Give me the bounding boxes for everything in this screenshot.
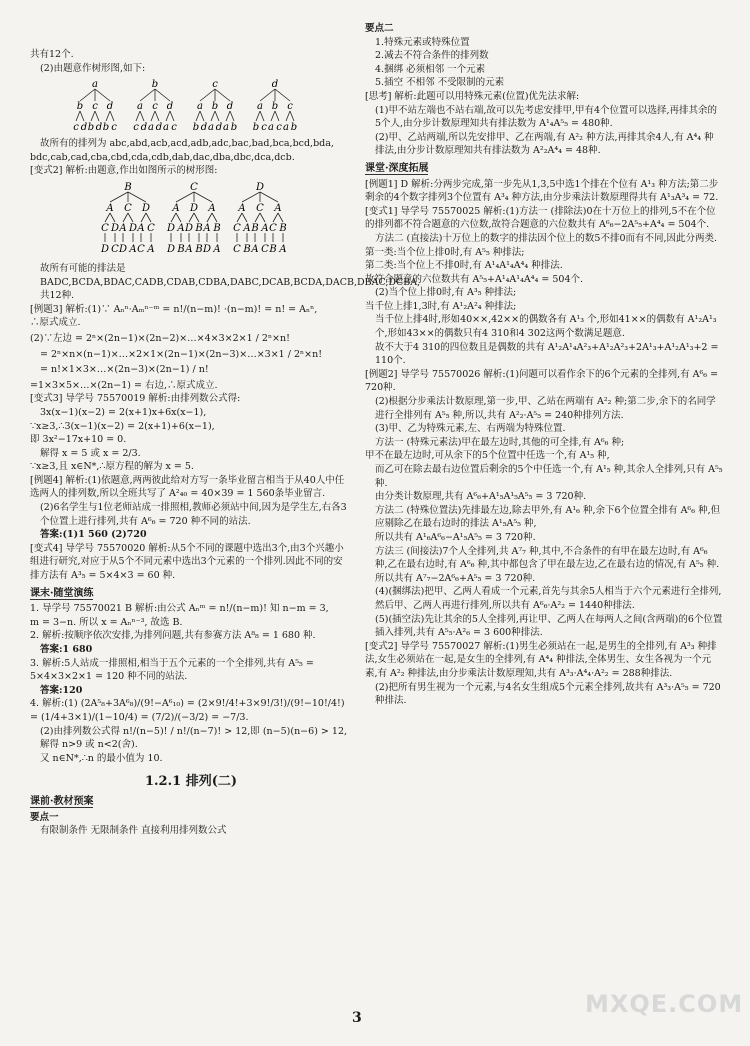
text-line: 3x(x−1)(x−2) = 2(x+1)x+6x(x−1),: [40, 406, 207, 418]
tree-node: a: [197, 101, 203, 113]
tree-edge: [91, 111, 95, 121]
tree-node: c: [276, 122, 282, 134]
right-column: [365, 22, 723, 708]
tree-node: A: [147, 243, 155, 255]
tree-node: a: [257, 101, 263, 113]
tree-node: B: [177, 243, 185, 255]
text-line: 即 3x²−17x+10 = 0.: [30, 434, 127, 446]
text-line: 故所有的排列为 abc,abd,acb,acd,adb,adc,bac,bad,bca,bcd,bda,: [40, 138, 334, 150]
tree-node: D: [166, 222, 176, 234]
tree-edge: [278, 213, 283, 222]
tree-node: b: [271, 101, 279, 113]
tree-node: A: [261, 222, 269, 234]
tree-edge: [136, 111, 140, 121]
tree-node: a: [223, 122, 229, 134]
answer: 答案:(1)1 560 (2)720: [40, 529, 147, 541]
tree-edge: [76, 111, 80, 121]
tree-edge: [95, 89, 110, 101]
tree-node: A: [185, 243, 193, 255]
watermark: MXQE.COM: [585, 990, 744, 1018]
text-line: [变式2] 导学号 75570027 解析:(1)男生必须站在一起,是男生的全排列,有 A³₃ 种排法,女生必须站在一起,是女生的全排列,有 A⁴₄ 种排法,全体男生、女生各视为一个元素,有 A²₂ 种排法,由分步乘法计数原理知,共有 A³₃·A⁴₄·A²₂ = 288种排法.: [365, 640, 717, 679]
tree-node: d: [140, 122, 148, 134]
tree-diagram-1: [30, 77, 352, 135]
tree-node: b: [252, 122, 260, 134]
text-line: 1.特殊元素或特殊位置: [375, 36, 470, 48]
tree-edge: [275, 111, 279, 121]
tree-edge: [166, 111, 170, 121]
tree-edge: [200, 111, 204, 121]
tree-node: C: [137, 243, 145, 255]
text-line: (2)由排列数公式得 n!/(n−5)! / n!/(n−7)! > 12,即 (n−5)(n−6) > 12,: [40, 725, 348, 737]
tree-edge: [151, 111, 155, 121]
tree-node: A: [213, 243, 221, 255]
tree-node: A: [177, 222, 185, 234]
tree-edge: [194, 192, 212, 202]
tree-node: A: [243, 222, 251, 234]
tree-node: B: [213, 222, 221, 234]
equation: (2)∵左边 = 2ⁿ×(2n−1)×(2n−2)×…×4×3×2×1 / 2ⁿ×n!: [30, 332, 290, 344]
tree-edge: [176, 213, 181, 222]
tree-edge: [155, 111, 159, 121]
text-line: 方法二 (直接法)十万位上的数字的排法因个位上的数5不排0而有不同,因此分两类.: [375, 232, 718, 244]
tree-edge: [194, 213, 199, 222]
page-number: 3: [352, 1010, 362, 1026]
tree-diagram-2: [30, 180, 352, 260]
text-line: 甲不在最左边时,可从余下的5个位置中任选一个,有 A¹₅ 种,: [365, 450, 610, 462]
tree-node: A: [137, 222, 145, 234]
text-line: 第二类:当个位上不排0时,有 A¹₄A¹₄A⁴₄ 种排法.: [365, 260, 563, 272]
tree-node: b: [290, 122, 298, 134]
tree-edge: [146, 213, 151, 222]
tree-edge: [170, 111, 174, 121]
text-line: 解得 n>9 或 n<2(舍).: [40, 739, 138, 751]
text-line: (1)甲不站左端也不站右端,故可以先考虑安排甲,甲有4个位置可以选择,再排其余的5个人,由分步计数原理知共有排法数为 A¹₄A⁵₅ = 480种.: [375, 104, 718, 130]
tree-edge: [80, 111, 84, 121]
text-line: (3)甲、乙为特殊元素,左、右两端为特殊位置.: [375, 423, 566, 435]
tree-edge: [141, 213, 146, 222]
tree-edge: [189, 213, 194, 222]
text-line: (5)(插空法)先让其余的5人全排列,再让甲、乙两人在每两人之间(含两端)的6个位置插入排列,共有 A⁵₅·A²₆ = 3 600种排法.: [375, 613, 723, 639]
tree-edge: [230, 111, 234, 121]
tree-node: a: [163, 122, 169, 134]
tree-node: C: [233, 222, 241, 234]
tree-edge: [237, 213, 242, 222]
text-line: (2)甲、乙站两端,所以先安排甲、乙在两端,有 A²₂ 种方法,再排其余4人,有 A⁴₄ 种排法,由分步计数原理知共有排法数为 A²₂A⁴₄ = 48种.: [375, 131, 714, 157]
tree-node: b: [87, 122, 95, 134]
tree-edge: [286, 111, 290, 121]
text-line: m = 3−n. 所以 x = Aₙⁿ⁻³, 故选 B.: [30, 616, 183, 628]
tree-edge: [275, 89, 290, 101]
tree-edge: [95, 111, 99, 121]
tree-node: D: [110, 222, 120, 234]
text-line: 方法一 (特殊元素法)甲在最左边时,其他的可全排,有 A⁶₆ 种;: [375, 436, 625, 448]
tree-edge: [207, 213, 212, 222]
tree-edge: [105, 213, 110, 222]
tree-edge: [140, 111, 144, 121]
tree-node: B: [279, 222, 287, 234]
tree-node: C: [256, 202, 264, 214]
tree-edge: [212, 213, 217, 222]
tree-node: a: [137, 101, 143, 113]
text-line: 故符合题意的六位数共有 A⁵₅+A¹₄A¹₄A⁴₄ = 504个.: [365, 273, 584, 285]
tree-node: a: [92, 79, 98, 91]
tree-node: D: [189, 202, 199, 214]
text-line: 共有12个.: [30, 49, 74, 60]
tree-edge: [215, 89, 230, 101]
tree-node: d: [106, 101, 114, 113]
lesson-title: 1.2.1 排列(二): [144, 774, 238, 790]
tree-node: D: [202, 243, 212, 255]
tree-edge: [260, 213, 265, 222]
tree-edge: [106, 111, 110, 121]
tree-edge: [271, 111, 275, 121]
key-point-heading: 要点一: [30, 811, 59, 823]
answer: 答案:1 680: [40, 644, 93, 655]
tree-node: C: [124, 202, 132, 214]
text-line: [变式4] 导学号 75570020 解析:从5个不同的课题中选出3个,由3个兴趣小组进行研究,对应于从5个不同元素中选出3个元素的一个排列.因此不同的安排方法有 A³₅ = 5×4×3 = 60 种.: [30, 542, 344, 582]
tree-edge: [110, 111, 114, 121]
tree-edge: [176, 192, 194, 202]
tree-node: c: [212, 79, 218, 91]
tree-node: a: [148, 122, 154, 134]
text-line: [变式1] 导学号 75570025 解析:(1)方法一 (排除法)0在十万位上的排列,5不在个位的排列都不符合题意的六位数,故符合题意的六位数共有 A⁶₆−2A⁵₅+A⁴₄ = 504个.: [365, 205, 716, 231]
tree-edge: [110, 192, 128, 202]
tree-node: d: [155, 122, 163, 134]
tree-node: A: [129, 243, 137, 255]
tree-edge: [273, 213, 278, 222]
tree-edge: [123, 213, 128, 222]
text-line: [例题1] D 解析:分两步完成,第一步先从1,3,5中选1个排在个位有 A¹₃ 种方法;第二步剩余的4个数字排列3个位置有 A³₄ 种方法,由分步乘法计数原理得共有 A¹₃A³₄ = 72.: [365, 178, 719, 204]
tree-node: D: [118, 243, 128, 255]
tree-node: d: [200, 122, 208, 134]
tree-node: c: [73, 122, 79, 134]
tree-node: d: [271, 79, 279, 91]
tree-edge: [211, 111, 215, 121]
tree-node: A: [238, 202, 246, 214]
text-line: 所以共有 A⁷₇−2A⁶₆+A⁵₅ = 3 720种.: [375, 572, 536, 584]
tree-node: D: [166, 243, 176, 255]
tree-edge: [196, 111, 200, 121]
tree-edge: [290, 111, 294, 121]
tree-edge: [171, 213, 176, 222]
tree-node: D: [184, 222, 194, 234]
tree-node: A: [106, 202, 114, 214]
text-line: (2)根据分步乘法计数原理,第一步,甲、乙站在两端有 A²₂ 种;第二步,余下的名同学进行全排列有 A⁵₅ 种,所以,共有 A²₂·A⁵₅ = 240种排列方法.: [375, 396, 716, 421]
tree-node: a: [208, 122, 214, 134]
tree-node: b: [211, 101, 219, 113]
tree-edge: [155, 89, 170, 101]
tree-node: b: [151, 79, 159, 91]
text-line: 4.捆绑 必须相邻 一个元素: [375, 63, 486, 75]
text-line: [变式2] 解析:由题意,作出如图所示的树形图:: [30, 165, 218, 177]
tree-node: c: [261, 122, 267, 134]
text-line: 4. 解析:(1) (2A⁵₈+3A⁶₈)/(9!−A⁶₁₀) = (2×9!/4!+3×9!/3!)/(9!−10!/4!) = (1/4+3×1)/(1−10/4) = (7/2)/(−3/2) = −7/3.: [30, 698, 345, 723]
tree-node: D: [100, 243, 110, 255]
tree-edge: [260, 111, 264, 121]
tree-node: A: [172, 202, 180, 214]
tree-node: A: [119, 222, 127, 234]
key-point-heading: 要点二: [365, 23, 394, 34]
tree-node: d: [215, 122, 223, 134]
text-line: 解得 x = 5 或 x = 2/3.: [40, 447, 141, 459]
text-line: [思考] 解析:此题可以用特殊元素(位置)优先法求解:: [365, 90, 580, 102]
tree-node: B: [195, 222, 203, 234]
tree-node: B: [251, 222, 259, 234]
tree-node: d: [95, 122, 103, 134]
tree-node: c: [152, 101, 158, 113]
tree-node: c: [92, 101, 98, 113]
tree-node: b: [192, 122, 200, 134]
text-line: 2.减去不符合条件的排列数: [375, 50, 489, 62]
text-line: [例题2] 导学号 75570026 解析:(1)问题可以看作余下的6个元素的全排列,有 A⁶₆ = 720种.: [365, 368, 719, 394]
text-line: 方法二 (特殊位置法)先排最左边,除去甲外,有 A¹₆ 种,余下6个位置全排有 A⁶₆ 种,但应剔除乙在最右边时的排法 A¹₅A⁵₅ 种,: [375, 504, 721, 530]
text-line: bdc,cab,cad,cba,cbd,cda,cdb,dab,dac,dba,dbc,dca,dcb.: [30, 151, 295, 163]
tree-node: C: [190, 181, 198, 193]
text-line: (2)由题意作树形图,如下:: [40, 62, 146, 74]
tree-node: D: [255, 181, 265, 193]
tree-node: C: [147, 222, 155, 234]
tree-node: d: [80, 122, 88, 134]
text-line: (2)当个位上排0时,有 A³₅ 种排法;: [375, 287, 517, 299]
tree-node: B: [195, 243, 203, 255]
tree-node: A: [251, 243, 259, 255]
text-line: ∵x≥3,∴3(x−1)(x−2) = 2(x+1)+6(x−1),: [30, 420, 215, 432]
text-line: 方法三 (间接法)7个人全排列,共 A⁷₇ 种,其中,不合条件的有甲在最左边时,有 A⁶₆ 种,乙在最右边时,有 A⁶₆ 种,其中都包含了甲在最左边,乙在最右边的情况,有 A⁵₅ 种.: [375, 545, 720, 571]
text-line: 3. 解析:5人站成一排照相,相当于五个元素的一个全排列,共有 A⁵₅ = 5×4×3×2×1 = 120 种不同的站法.: [30, 657, 314, 683]
text-line: 2. 解析:按顺序依次安排,为排列问题,共有参赛方法 A⁸₈ = 1 680 种.: [30, 630, 316, 642]
tree-node: c: [287, 101, 293, 113]
equation: = 2ⁿ×n×(n−1)×…×2×1×(2n−1)×(2n−3)×…×3×1 / 2ⁿ×n!: [40, 348, 323, 360]
text-line: 故所有可能的排法是 BADC,BCDA,BDAC,CADB,CDAB,CDBA,DABC,DCAB,BCDA,DACB,DBAC,DCBA,共12种.: [40, 262, 421, 302]
tree-node: d: [226, 101, 234, 113]
tree-edge: [80, 89, 95, 101]
tree-edge: [260, 89, 275, 101]
tree-node: C: [233, 243, 241, 255]
tree-edge: [128, 213, 133, 222]
tree-node: C: [111, 243, 119, 255]
tree-node: a: [283, 122, 289, 134]
tree-edge: [200, 89, 215, 101]
text-line: 又 n∈N*,∴n 的最小值为 10.: [40, 752, 163, 764]
section-heading: 课堂·深度拓展: [365, 162, 429, 174]
tree-node: D: [141, 202, 151, 214]
tree-edge: [215, 111, 219, 121]
text-line: (2)把所有男生视为一个元素,与4名女生组成5个元素全排列,故共有 A³₃·A⁵₅ = 720种排法.: [375, 681, 721, 707]
text-line: 第一类:当个位上排0时,有 A⁵₅ 种排法;: [365, 246, 525, 258]
text-line: 当千位上排4时,形如40××,42××的偶数各有 A¹₃ 个,形如41××的偶数有 A¹₂A¹₃ 个,形如43××的偶数只有4 310和4 302这两个数满足题意.: [375, 314, 717, 340]
text-line: 有限制条件 无限制条件 直接利用排列数公式: [40, 825, 227, 837]
tree-node: B: [269, 243, 277, 255]
tree-node: C: [269, 222, 277, 234]
tree-edge: [242, 192, 260, 202]
text-line: 故不大于4 310的四位数且是偶数的共有 A¹₂A¹₄A²₃+A¹₂A²₃+2A¹₃+A¹₂A¹₃+2 = 110个.: [375, 341, 719, 367]
tree-node: b: [76, 101, 84, 113]
section-heading: 课前·教材预案: [30, 795, 94, 807]
tree-node: A: [274, 202, 282, 214]
text-line: (2)6名学生与1位老师站成一排照相,教师必须站中间,因为是学生左,右各3个位置上进行排列,共有 A⁶₆ = 720 种不同的站法.: [40, 502, 347, 527]
tree-node: B: [124, 181, 132, 193]
text-line: [例题3] 解析:(1)∵ Aₙⁿ·Aₘⁿ⁻ᵐ = n!/(n−m)! ·(n−m)! = n! = Aₙⁿ,: [30, 303, 318, 315]
text-line: 1. 导学号 75570021 B 解析:由公式 Aₙᵐ = n!/(n−m)! 知 n−m = 3,: [30, 603, 329, 615]
tree-edge: [140, 89, 155, 101]
tree-node: c: [133, 122, 139, 134]
tree-node: A: [203, 222, 211, 234]
text-line: 而乙可在除去最右边位置后剩余的5个中任选一个,有 A¹₅ 种,其余人全排列,只有 A⁵₅ 种.: [375, 464, 723, 489]
tree-node: A: [279, 243, 287, 255]
text-line: 当千位上排1,3时,有 A¹₂A²₄ 种排法;: [365, 300, 517, 312]
tree-edge: [110, 213, 115, 222]
text-line: [变式3] 导学号 75570019 解析:由排列数公式得:: [30, 393, 241, 405]
tree-node: d: [166, 101, 174, 113]
tree-node: c: [171, 122, 177, 134]
text-line: 由分类计数原理,共有 A⁶₆+A¹₅A¹₅A⁵₅ = 3 720种.: [375, 491, 587, 503]
tree-node: A: [208, 202, 216, 214]
text-line: =1×3×5×…×(2n−1) = 右边,∴原式成立.: [30, 379, 218, 391]
tree-node: C: [261, 243, 269, 255]
text-line: [例题4] 解析:(1)依题意,两两彼此给对方写一条毕业留言相当于从40人中任选两人的排列数,所以全班共写了 A²₄₀ = 40×39 = 1 560条毕业留言.: [30, 474, 345, 500]
tree-edge: [255, 213, 260, 222]
tree-edge: [260, 192, 278, 202]
tree-node: D: [128, 222, 138, 234]
text-line: 所以共有 A¹₆A⁶₆−A¹₅A⁵₅ = 3 720种.: [375, 531, 536, 543]
text-line: (4)(捆绑法)把甲、乙两人看成一个元素,首先与其余5人相当于六个元素进行全排列,然后甲、乙两人再进行排列,所以共有 A⁶₆·A²₂ = 1440种排法.: [375, 586, 722, 611]
tree-node: c: [111, 122, 117, 134]
text-line: ∵x≥3,且 x∈N*,∴原方程的解为 x = 5.: [30, 461, 194, 473]
tree-edge: [242, 213, 247, 222]
tree-node: a: [268, 122, 274, 134]
text-line: ∴原式成立.: [30, 317, 81, 329]
tree-node: b: [102, 122, 110, 134]
text-line: 5.插空 不相邻 不受限制的元素: [375, 77, 505, 89]
tree-edge: [128, 192, 146, 202]
tree-edge: [256, 111, 260, 121]
tree-node: C: [101, 222, 109, 234]
section-heading: 课末·随堂演练: [30, 587, 94, 599]
tree-edge: [226, 111, 230, 121]
equation: = n!×1×3×…×(2n−3)×(2n−1) / n!: [40, 364, 209, 376]
answer: 答案:120: [40, 684, 83, 696]
tree-node: B: [243, 243, 251, 255]
tree-node: b: [230, 122, 238, 134]
